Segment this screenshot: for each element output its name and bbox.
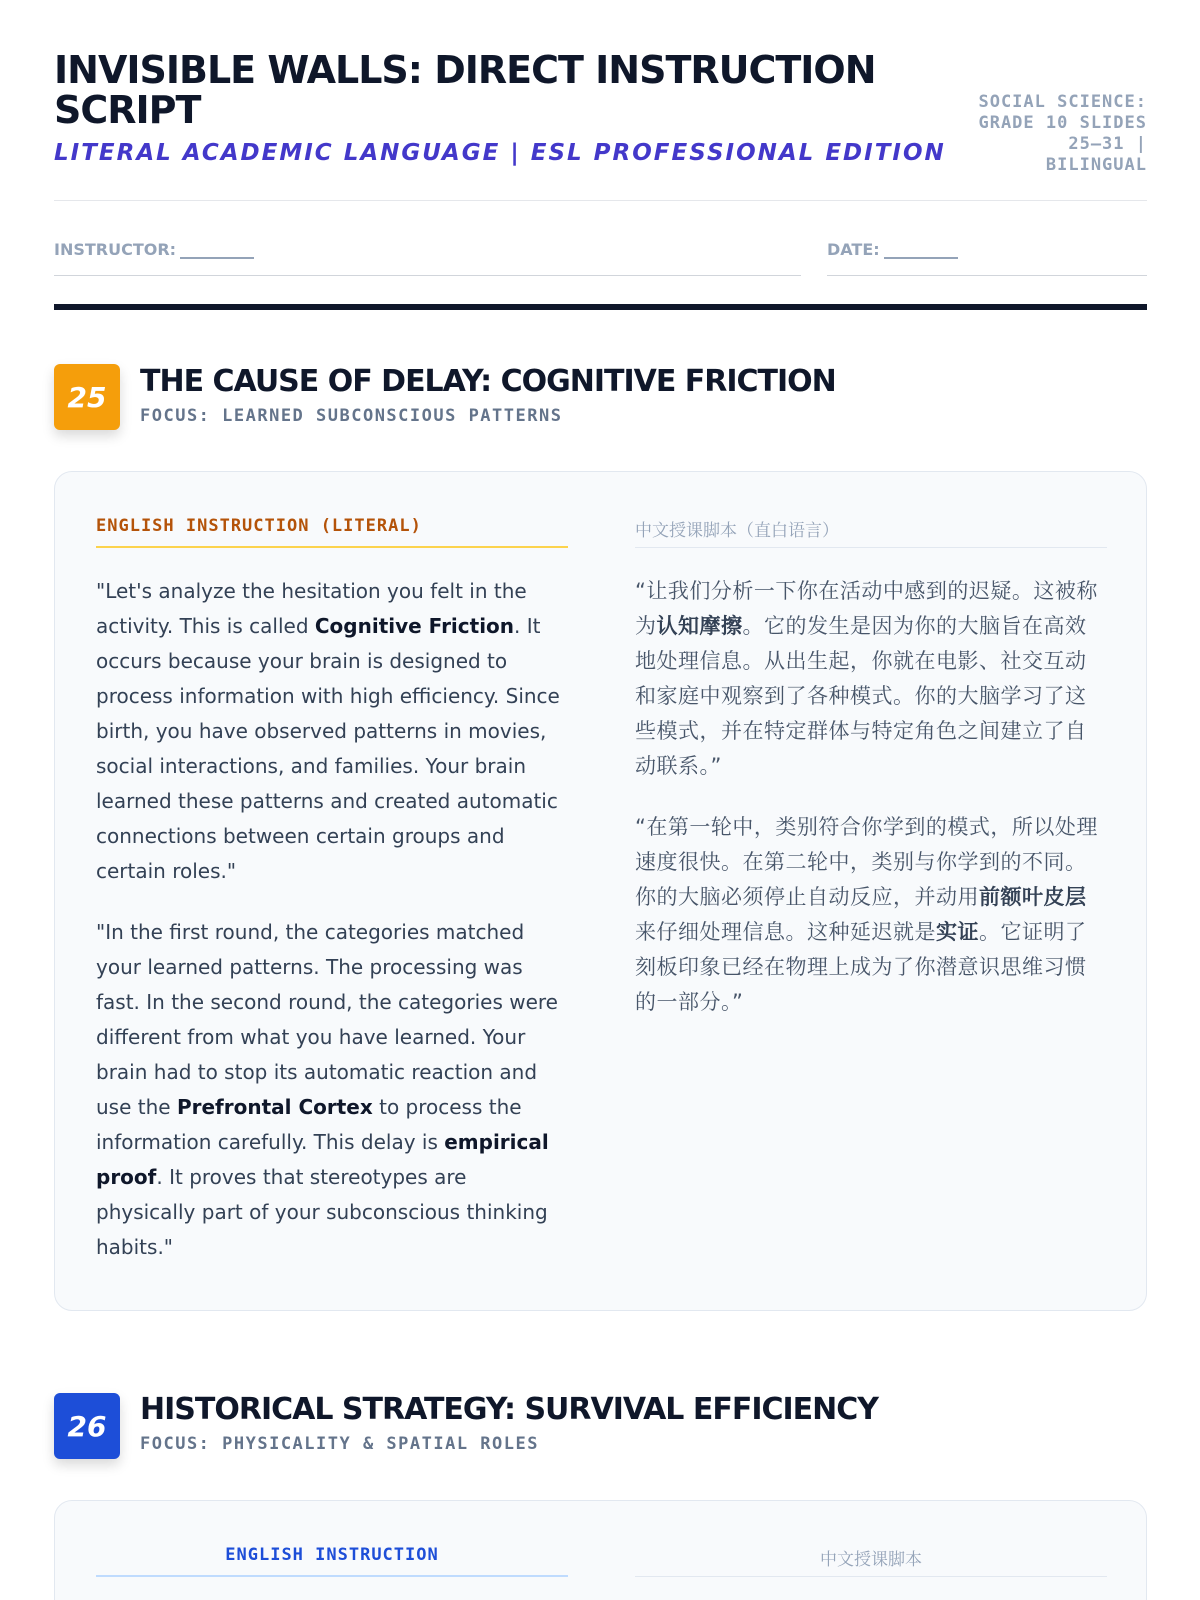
key-term: 认知摩擦 — [656, 614, 743, 638]
slide-number-badge: 26 — [54, 1393, 120, 1459]
english-column — [96, 1545, 568, 1577]
date-label: DATE: — [827, 240, 880, 259]
date-field[interactable] — [827, 240, 1147, 276]
english-heading: ENGLISH INSTRUCTION (LITERAL) — [96, 516, 568, 548]
script-panel — [54, 471, 1147, 1311]
document-header — [54, 48, 1147, 175]
chinese-paragraph: “在第一轮中，类别符合你学到的模式，所以处理速度很快。在第二轮中，类别与你学到的不同。你的大脑必须停止自动反应，并动用前额叶皮层来仔细处理信息。这种延迟就是实证。它证明了刻板印象已经在物理上成为了你潜意识思维习惯的一部分。” — [635, 815, 1098, 1014]
english-column — [96, 516, 568, 1265]
english-paragraph: "In the first round, the categories matched your learned patterns. The processing was fast. In the second round, the categories were different from what you have learned. Your brain had to stop its automatic reaction and use the Prefrontal Cortex to process the information carefully. This delay is empirical proof. It proves that stereotypes are physically part of your subconscious thinking habits." — [96, 920, 558, 1259]
key-term: Cognitive Friction — [314, 614, 515, 638]
instructor-field[interactable] — [54, 240, 801, 276]
key-term: 实证 — [936, 920, 979, 944]
section-divider — [54, 304, 1147, 310]
instructor-blank[interactable] — [180, 245, 254, 259]
english-heading: ENGLISH INSTRUCTION — [96, 1545, 568, 1577]
english-paragraph: "Let's analyze the hesitation you felt in the activity. This is called Cognitive Friction. It occurs because your brain is designed to process information with high efficiency. Since birth, you have observed patterns in movies, social interactions, and families. Your brain learned these patterns and created automatic connections between certain groups and certain roles." — [96, 579, 560, 883]
key-term: 前额叶皮层 — [979, 885, 1087, 909]
slide-title: HISTORICAL STRATEGY: SURVIVAL EFFICIENCY — [140, 1392, 879, 1427]
chinese-column — [635, 1545, 1107, 1577]
slide-title: THE CAUSE OF DELAY: COGNITIVE FRICTION — [140, 364, 836, 399]
chinese-heading: 中文授课脚本（直白语言） — [635, 516, 1107, 548]
key-term: empirical proof — [96, 1130, 549, 1189]
instructor-label: INSTRUCTOR: — [54, 240, 177, 259]
chinese-paragraph: “让我们分析一下你在活动中感到的迟疑。这被称为认知摩擦。它的发生是因为你的大脑旨在高效地处理信息。从出生起，你就在电影、社交互动和家庭中观察到了各种模式。你的大脑学习了这些模式，并在特定群体与特定角色之间建立了自动联系。” — [635, 579, 1098, 778]
document-subtitle: LITERAL ACADEMIC LANGUAGE | ESL PROFESSIONAL EDITION — [54, 140, 946, 166]
script-panel — [54, 1500, 1147, 1600]
document-title: INVISIBLE WALLS: DIRECT INSTRUCTION SCRIPT — [54, 48, 876, 132]
date-blank[interactable] — [884, 245, 958, 259]
chinese-column — [635, 516, 1107, 1020]
key-term: Prefrontal Cortex — [176, 1095, 373, 1119]
slide-focus: FOCUS: LEARNED SUBCONSCIOUS PATTERNS — [140, 406, 563, 426]
chinese-heading: 中文授课脚本 — [635, 1545, 1107, 1577]
header-divider — [54, 200, 1147, 201]
slide-number-badge: 25 — [54, 364, 120, 430]
document-meta: SOCIAL SCIENCE: GRADE 10 SLIDES 25–31 | BILINGUAL — [978, 92, 1147, 175]
slide-focus: FOCUS: PHYSICALITY & SPATIAL ROLES — [140, 1434, 539, 1454]
